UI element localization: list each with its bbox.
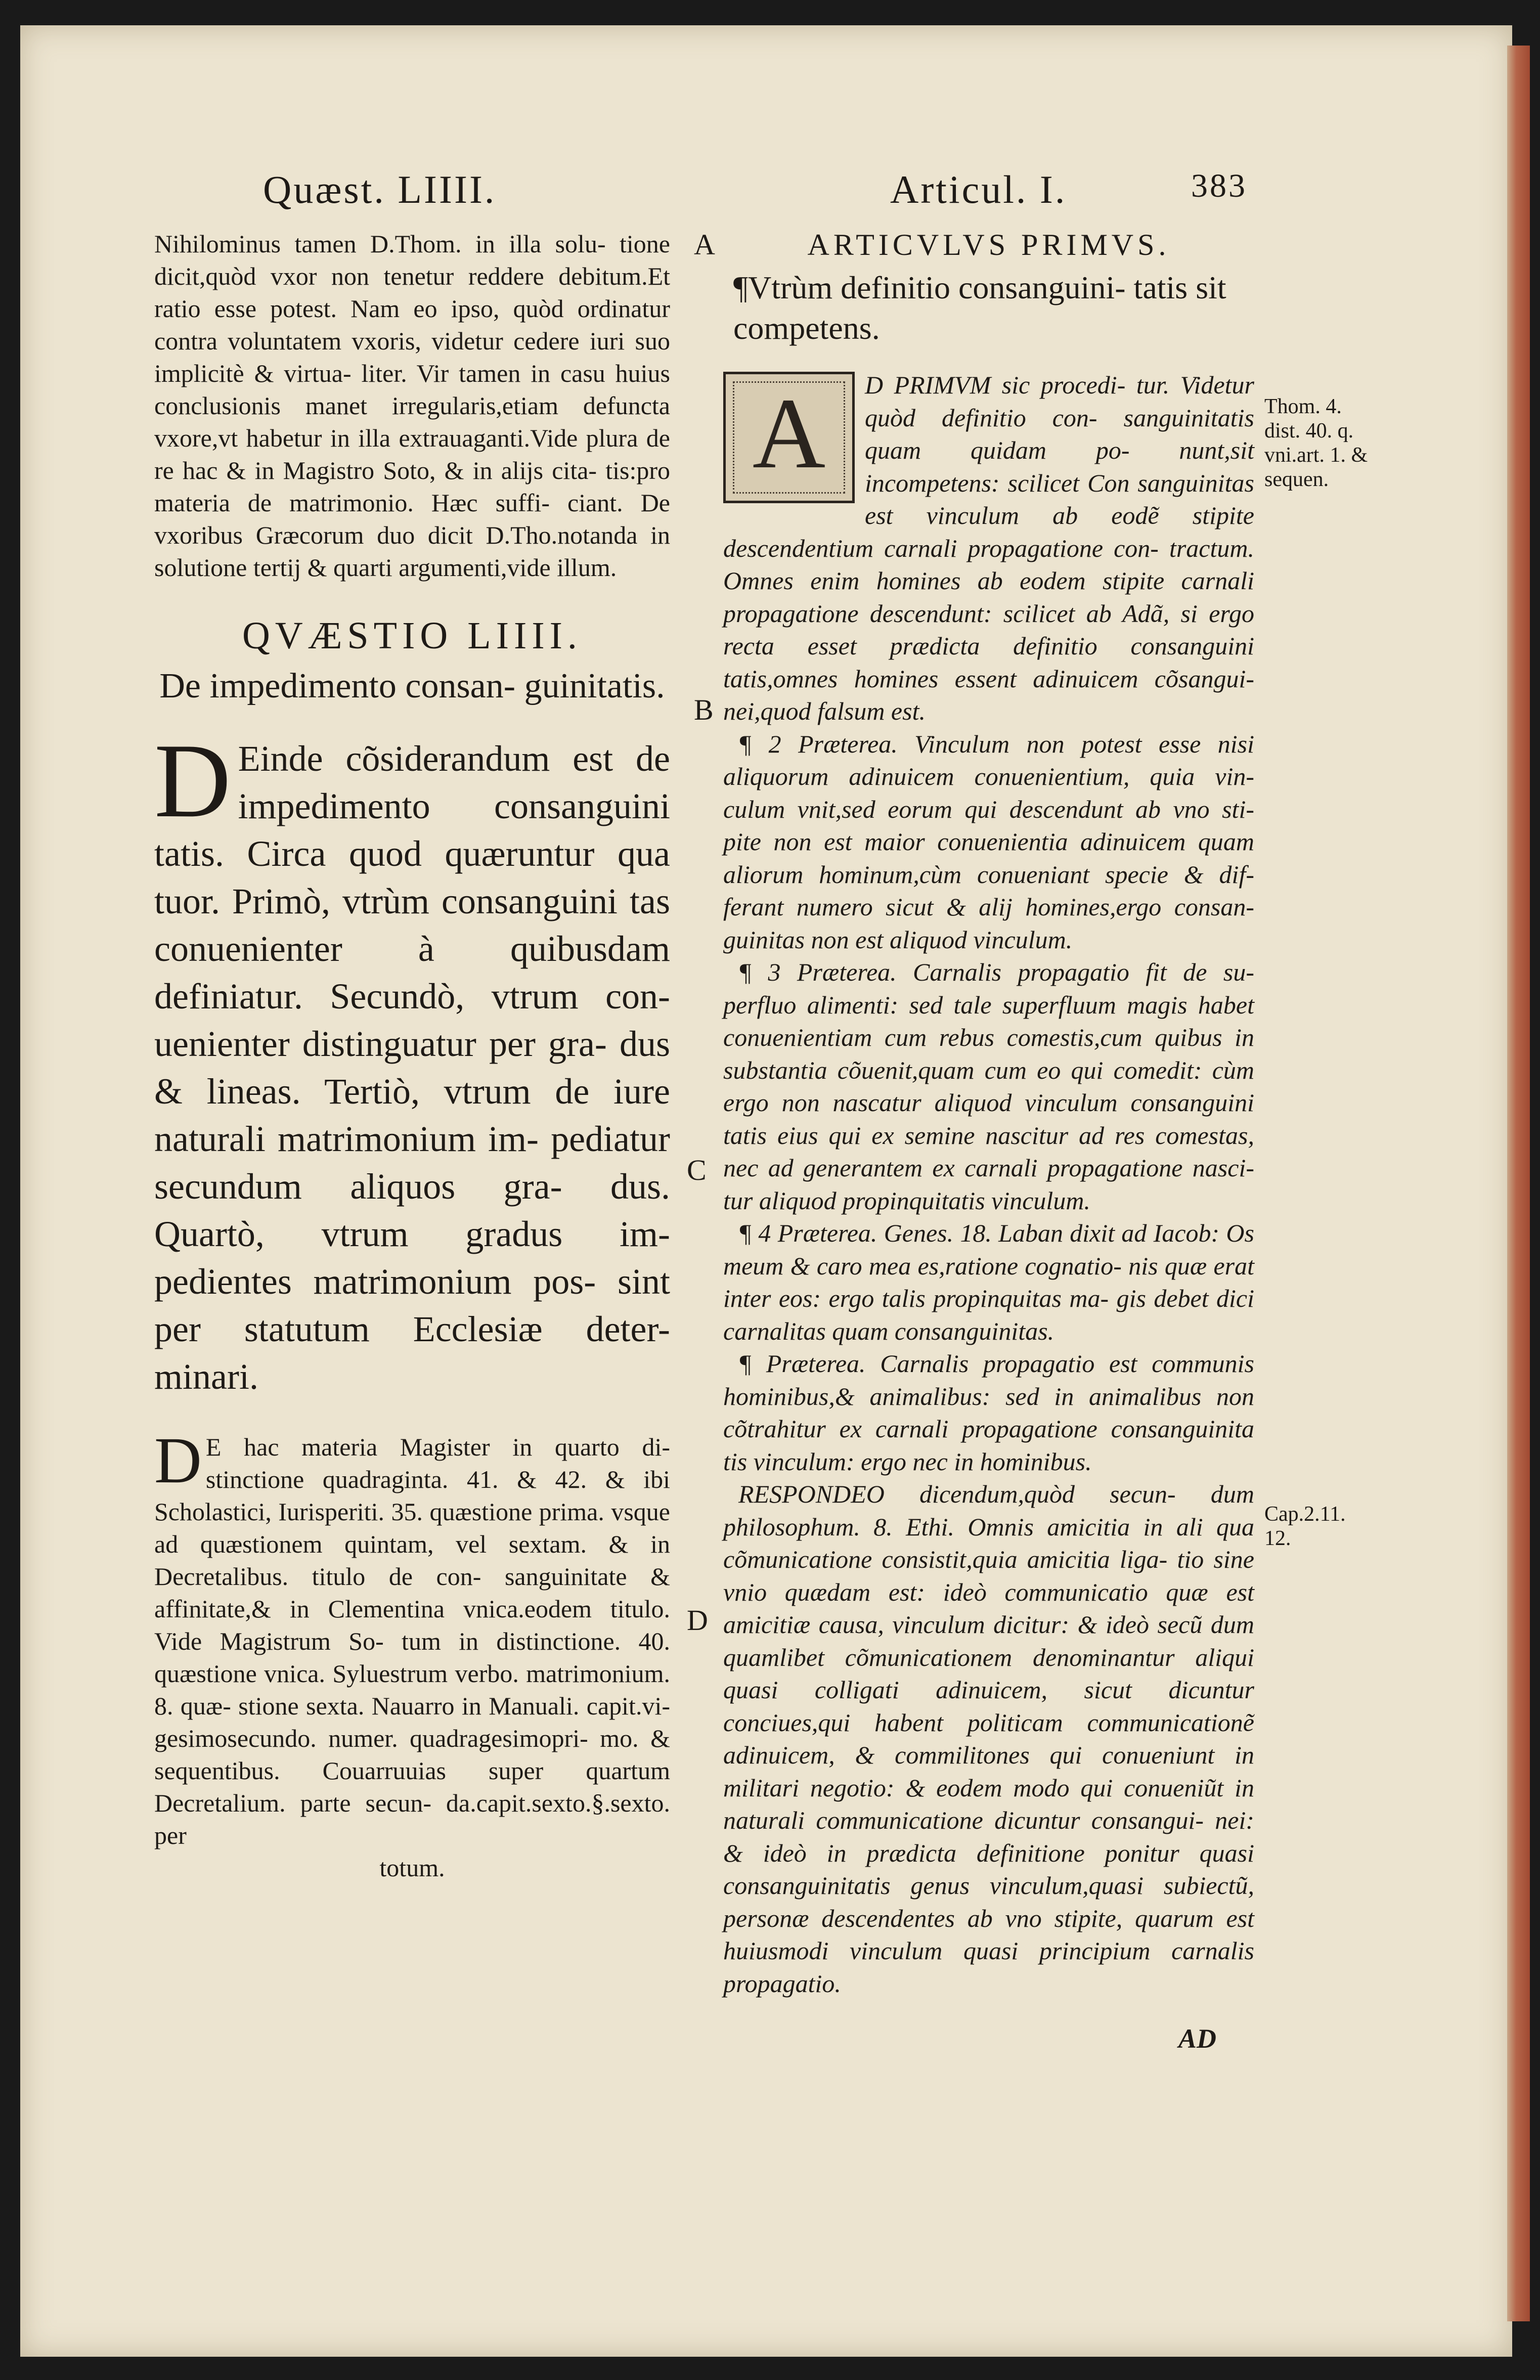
main-paragraph [154,722,670,1400]
right-column [723,228,1254,2000]
catchword: AD [1178,2023,1217,2054]
reference-end: totum. [379,1854,445,1882]
drop-capital-small: D [154,1424,202,1497]
page-edge [1507,46,1530,2321]
paragraph-1-text: D PRIMVM sic procedi- tur. Videtur quòd definitio con- sanguinitatis quam quidam po- nunt,sit incompetens: scilicet Con sanguinitas est vinculum ab eodẽ stipite descendentium carnali propagatione con- tractum. Omnes enim homines ab eodem stipite carnali propagatione descendunt: scilicet ab Adã, si ergo recta esset prædicta definitio consanguini tatis,omnes homines essent adinuicem cõsangui- nei,quod falsum est. [723,371,1254,725]
article-title: ARTICVLVS PRIMVS. [807,228,1170,261]
margin-letter-a: A [694,228,715,261]
article-subtitle: ¶Vtrùm definitio consanguini- tatis sit competens. [733,270,1226,346]
article-paragraph-4: ¶ 4 Præterea. Genes. 18. Laban dixit ad Iacob: Os meum & caro mea es,ratione cognatio- nis quæ erat inter eos: ergo talis propinquitas ma- gis debet dici carnalitas quam consanguinitas. [723,1219,1254,1345]
margin-note-thomas: Thom. 4. dist. 40. q. vni.art. 1. & sequen. [1264,395,1368,491]
article-paragraph-2: ¶ 2 Præterea. Vinculum non potest esse nisi aliquorum adinuicem conuenientium, quia vin- culum vnit,sed eorum qui descendunt ab vno sti- pite non est maior conuenientia adinuicem quam aliorum hominum,cùm conueniant specie & dif- ferant numero sicut & alij homines,ergo consan- guinitas non est aliquod vinculum. [723,729,1254,954]
margin-letter-d: D [687,1604,708,1637]
intro-paragraph: Nihilominus tamen D.Thom. in illa solu- tione dicit,quòd vxor non tenetur reddere debitum.Et ratio esse potest. Nam eo ipso, quòd ordinatur contra voluntatem vxoris, videtur cedere iuri suo implicitè & virtua- liter. Vir tamen in casu huius conclusionis manet irregularis,etiam defuncta vxore,vt habetur in illa extrauaganti.Vide plura de re hac & in Magistro Soto, & in alijs cita- tis:pro materia de matrimonio. Hæc suffi- ciant. De vxoribus Græcorum duo dicit D.Tho.notanda in solutione tertij & quarti argumenti,vide illum. [154,230,670,582]
article-paragraph-3: ¶ 3 Præterea. Carnalis propagatio fit de su- perfluo alimenti: sed tale superfluum magis habet conuenientiam cum rebus comestis,cum quibus in substantia cõuenit,quam cum eo qui comedit: cùm ergo non nascatur aliquod vinculum consanguini tatis eius qui ex semine nascitur ad res comestas, nec ad generantem ex carnali propagatione nasci- tur aliquod propinquitatis vinculum. [723,958,1254,1215]
decorated-initial [723,372,855,503]
margin-letter-c: C [687,1154,707,1186]
reference-text: E hac materia Magister in quarto di- stinctione quadraginta. 41. & 42. & ibi Scholastici, Iurisperiti. 35. quæstione prima. vsque ad quæstionem quintam, vel sextam. & in Decretalibus. titulo de con- sanguinitate & affinitate,& in Clementina vnica.eodem titulo. Vide Magistrum So- tum in distinctione. 40. quæstione vnica. Syluestrum verbo. matrimonium. 8. quæ- stione sexta. Nauarro in Manuali. capit.vi- gesimosecundo. numer. quadragesimopri- mo. & sequentibus. Couarruuias super quartum Decretalium. parte secun- da.capit.sexto.§.sexto. per [154,1433,670,1849]
question-title: QVÆSTIO LIIII. [242,614,582,657]
article-paragraph-1 [723,369,1254,728]
margin-letter-b: B [694,693,714,726]
article-paragraph-5: ¶ Præterea. Carnalis propagatio est communis hominibus,& animalibus: sed in animalibus non cõtrahitur ex carnali propagatione consanguinita tis vinculum: ergo nec in hominibus. [723,1349,1254,1476]
page-number: 383 [1191,167,1247,204]
margin-note-cap: Cap.2.11. 12. [1264,1503,1346,1550]
left-column [154,228,670,1884]
running-head-right: Articul. I. [890,167,1067,211]
initial-letter: A [752,378,826,490]
reference-paragraph [154,1424,670,1852]
main-text: Einde cõsiderandum est de impedimento consanguini tatis. Circa quod quæruntur qua tuor. Primò, vtrùm consanguini tas conuenienter à quibusdam definiatur. Secundò, vtrum con- uenienter distinguatur per gra- dus & lineas. Tertiò, vtrum de iure naturali matrimonium im- pediatur secundum aliquos gra- dus. Quartò, vtrum gradus im- pedientes matrimonium pos- sint per statutum Ecclesiæ deter- minari. [154,738,670,1397]
running-head-left: Quæst. LIIII. [263,167,497,211]
question-subtitle: De impedimento consan- guinitatis. [159,667,665,706]
drop-capital: D [154,722,231,840]
respondeo-paragraph: RESPONDEO dicendum,quòd secun- dum philosophum. 8. Ethi. Omnis amicitia in ali qua cõmunicatione consistit,quia amicitia liga- tio sine vnio quædam est: ideò communicatio quæ est amicitiæ causa, vinculum dicitur: & ideò secũ dum quamlibet cõmunicationem denominantur aliqui quasi colligati adinuicem, sicut dicuntur conciues,qui habent politicam communicationẽ adinuicem, & commilitones qui conueniunt in militari negotio: & eodem modo qui conueniũt in naturali communicatione dicuntur consangui- nei: & ideò in prædicta definitione ponitur quasi consanguinitatis genus vinculum,quasi subiectũ, personæ descendentes ab vno stipite, quarum est huiusmodi vinculum quasi principium carnalis propagatio. [723,1480,1254,1998]
